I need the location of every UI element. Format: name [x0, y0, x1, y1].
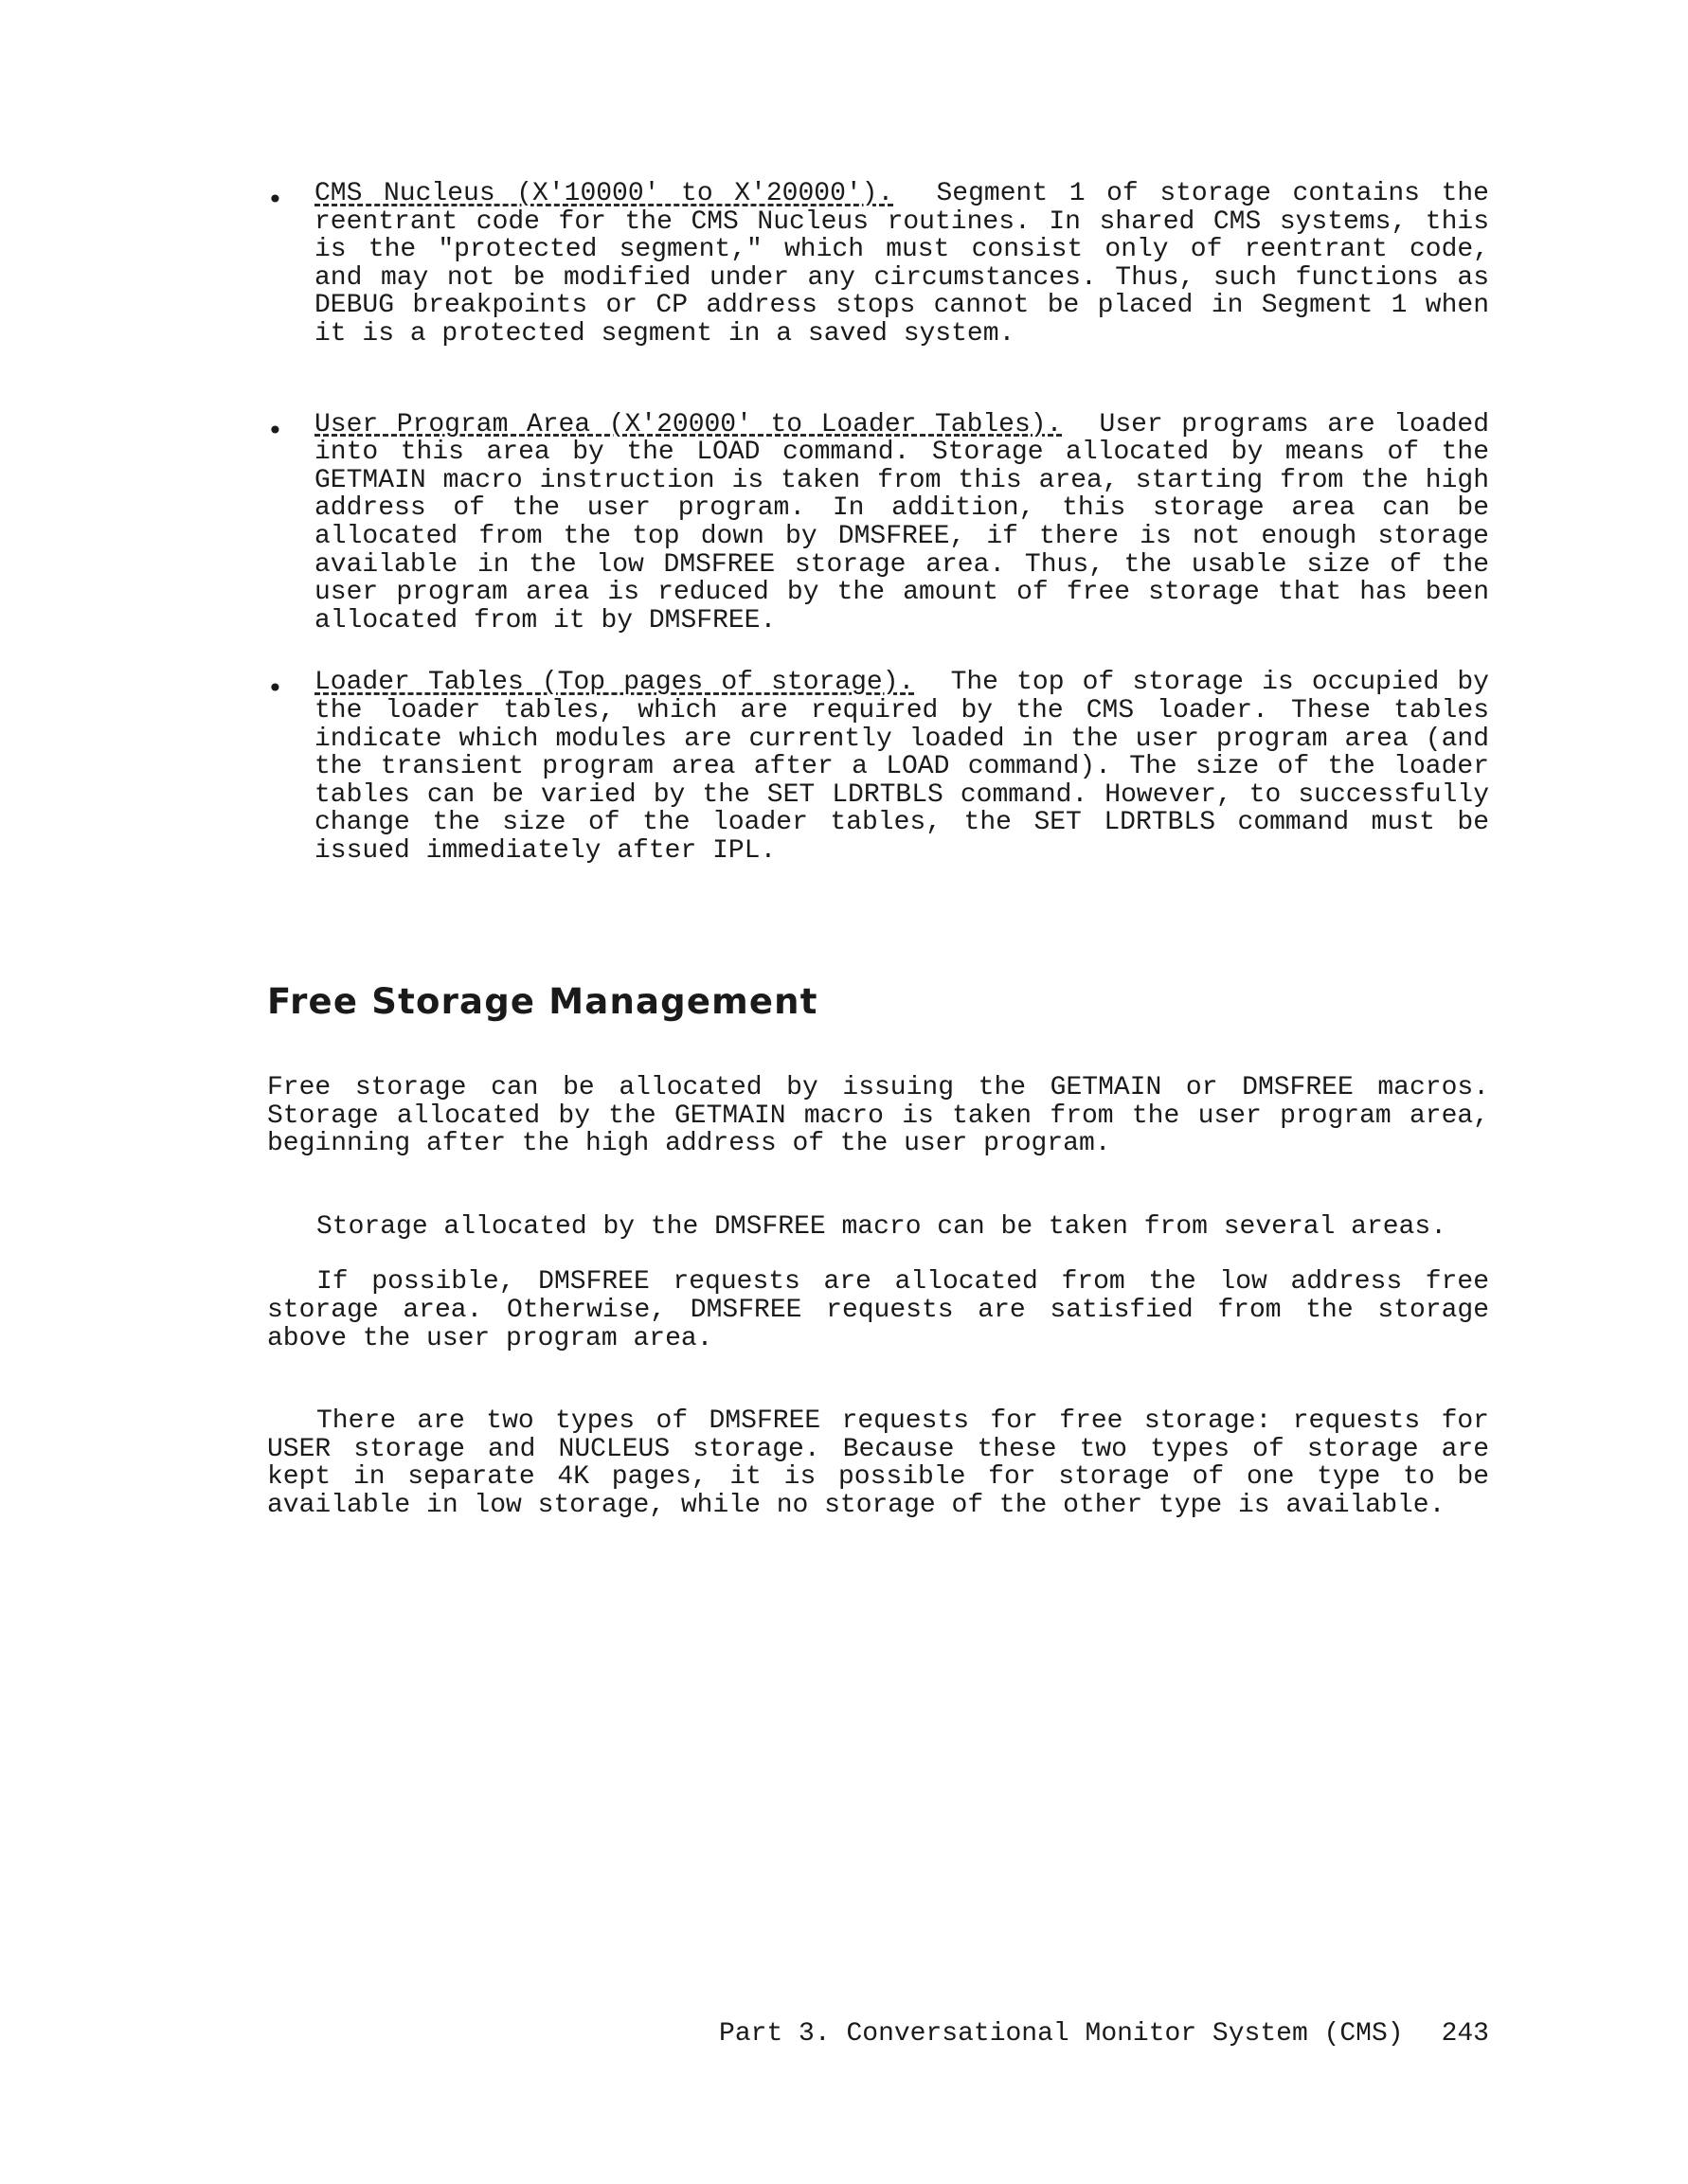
section-heading: Free Storage Management [267, 981, 818, 1022]
paragraph: Storage allocated by the DMSFREE macro can be taken from several areas. [316, 1211, 1446, 1242]
paragraph: If possible, DMSFREE requests are allocated from the low address free storage area. Otherwise, DMSFREE requests are satisfied from the storage above the user program area. [267, 1267, 1489, 1353]
page-footer [719, 2019, 1489, 2049]
storage-area-list [267, 180, 1489, 899]
bullet-lead: CMS Nucleus (X'10000' to X'20000'). [314, 179, 894, 208]
bullet-icon: • [267, 672, 283, 705]
section-body [267, 1074, 1489, 1520]
bullet-text: The top of storage is occupied by the loader tables, which are required by the CMS loader. These tables indicate which modules are currently loaded in the user program area (and the transient program area after a LOAD command). The size of the loader tables can be varied by the SET LDRTBLS command. However, to successfully change the size of the loader tables, the SET LDRTBLS command must be issued immediately after IPL. [314, 668, 1489, 866]
list-item [267, 411, 1489, 636]
bullet-paragraph [314, 180, 1489, 349]
running-title: Part 3. Conversational Monitor System (CMS) [719, 2019, 1404, 2049]
paragraph: There are two types of DMSFREE requests for free storage: requests for USER storage and NUCLEUS storage. Because these two types of storage are kept in separate 4K pages, it is possible for storage of one type to be available in low storage, while no storage of the other type is available. [267, 1406, 1489, 1520]
bullet-paragraph [314, 411, 1489, 636]
bullet-paragraph [314, 669, 1489, 865]
bullet-icon: • [267, 414, 283, 446]
page-number: 243 [1441, 2019, 1489, 2049]
bullet-icon: • [267, 184, 283, 215]
list-item [267, 669, 1489, 865]
bullet-lead: User Program Area (X'20000' to Loader Tables). [314, 409, 1063, 439]
list-item [267, 180, 1489, 349]
bullet-text: User programs are loaded into this area by the LOAD command. Storage allocated by means of the GETMAIN macro instruction is taken from this area, starting from the high address of the user program. In addition, this storage area can be allocated from the top down by DMSFREE, if there is not enough storage available in the low DMSFREE storage area. Thus, the usable size of the user program area is reduced by the amount of free storage that has been allocated from it by DMSFREE. [314, 409, 1490, 636]
bullet-text: Segment 1 of storage contains the reentrant code for the CMS Nucleus routines. In shared CMS systems, this is the "protected segment," which must consist only of reentrant code, and may not be modified under any circumstances. Thus, such functions as DEBUG breakpoints or CP address stops cannot be placed in Segment 1 when it is a protected segment in a saved system. [314, 179, 1489, 349]
bullet-lead: Loader Tables (Top pages of storage). [314, 668, 915, 698]
paragraph: Free storage can be allocated by issuing the GETMAIN or DMSFREE macros. Storage allocated by the GETMAIN macro is taken from the user program area, beginning after the high address of the user program. [267, 1073, 1489, 1159]
